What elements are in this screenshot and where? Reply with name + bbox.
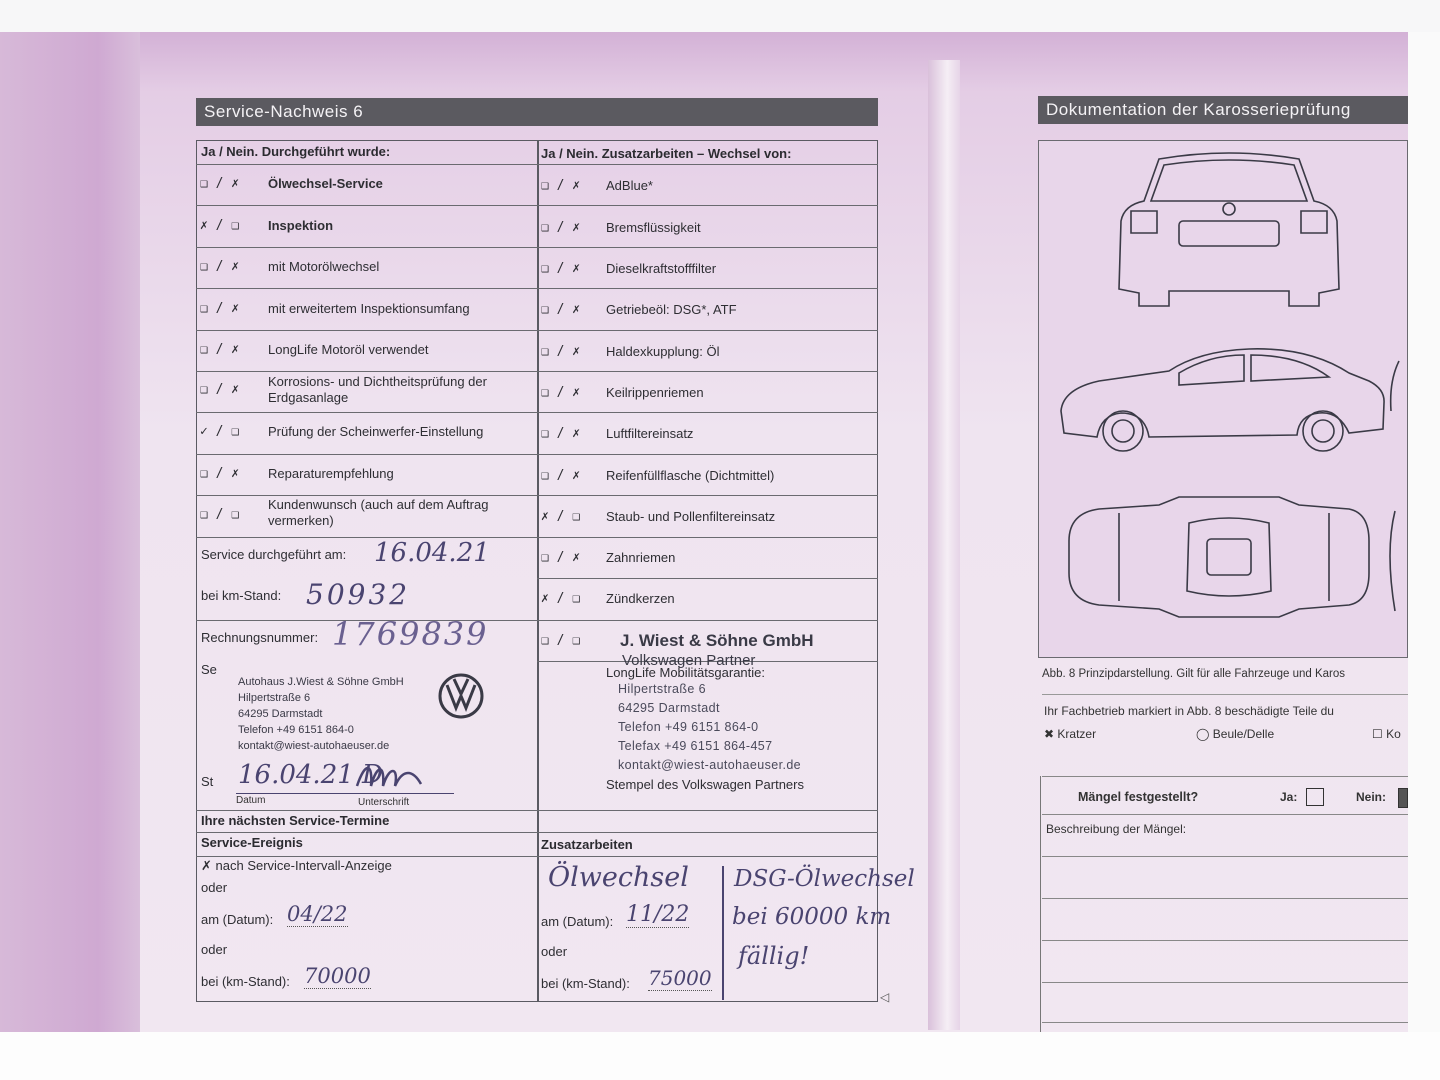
unterschrift-label: Unterschrift [358, 797, 410, 808]
label-motoroel: mit Motorölwechsel [268, 259, 380, 274]
se-label: Se [201, 662, 217, 677]
label-scheinwerfer: Prüfung der Scheinwerfer-Einstellung [268, 424, 484, 439]
extra-date-value: 11/22 [626, 902, 690, 927]
check-getriebeoel[interactable]: ❑ / ✗ [541, 302, 581, 317]
check-empty[interactable]: ❑ / ❑ [541, 633, 581, 648]
maengel-label: Mängel festgestellt? [1078, 790, 1199, 804]
next-date-value: 04/22 [287, 902, 348, 926]
ja-checkbox[interactable] [1306, 788, 1324, 806]
header-done: Ja / Nein. Durchgeführt wurde: [201, 144, 391, 159]
label-keilrippen: Keilrippenriemen [606, 385, 704, 400]
label-erweitert: mit erweitertem Inspektionsumfang [268, 301, 470, 316]
check-kundenwunsch[interactable]: ❑ / ❑ [200, 507, 240, 522]
check-haldex[interactable]: ❑ / ✗ [541, 344, 581, 359]
extra-km-label: bei (km-Stand): [541, 976, 630, 991]
check-scheinwerfer[interactable]: ✓ / ❑ [200, 424, 240, 439]
check-bremsfluessigkeit[interactable]: ❑ / ✗ [541, 220, 581, 235]
label-oelwechsel: Ölwechsel-Service [268, 176, 383, 191]
next-service-label: Ihre nächsten Service-Termine [201, 813, 390, 828]
longlife-label: LongLife Mobilitätsgarantie: [606, 665, 765, 680]
event-label: Service-Ereignis [201, 835, 303, 850]
left-page-title: Service-Nachweis 6 [196, 98, 878, 126]
label-bremsfluessigkeit: Bremsflüssigkeit [606, 220, 701, 235]
scan-margin-bottom [0, 1032, 1440, 1080]
oder-1: oder [201, 880, 228, 895]
check-motoroel[interactable]: ❑ / ✗ [200, 259, 240, 274]
check-inspektion[interactable]: ✗ / ❑ [200, 218, 240, 233]
label-pollenfilter: Staub- und Pollenfiltereinsatz [606, 509, 776, 524]
dsg-note-3: fällig! [738, 942, 810, 970]
beschreibung-label: Beschreibung der Mängel: [1046, 822, 1187, 836]
car-diagram [1038, 140, 1408, 658]
extra-label: Zusatzarbeiten [541, 837, 633, 852]
service-date-value: 16.04.21 [374, 538, 490, 568]
signature-handwritten: 16.04.21 D [238, 760, 383, 790]
service-date-label: Service durchgeführt am: [201, 547, 347, 562]
check-erweitert[interactable]: ❑ / ✗ [200, 301, 240, 316]
label-adblue: AdBlue* [606, 178, 653, 193]
label-korrosion: Korrosions- und Dichtheitsprüfung der Erdgasanlage [268, 374, 487, 405]
next-km-value: 70000 [304, 964, 371, 988]
label-zuendkerzen: Zündkerzen [606, 591, 675, 606]
extra-km-value: 75000 [648, 966, 712, 990]
scan-shadow-left [0, 32, 140, 1032]
car-outline-icon [1039, 141, 1407, 657]
extra-handwritten: Ölwechsel [548, 862, 689, 893]
check-luftfilter[interactable]: ❑ / ✗ [541, 426, 581, 441]
km-value: 50932 [306, 578, 411, 611]
stamp-left: Autohaus J.Wiest & Söhne GmbH Hilpertstraße 6 64295 Darmstadt Telefon +49 6151 864-0 kontakt@wiest-autohaeuser.de [238, 676, 404, 752]
dsg-note-1: DSG-Ölwechsel [734, 866, 915, 892]
label-reifenfuell: Reifenfüllflasche (Dichtmittel) [606, 468, 775, 483]
company-name: J. Wiest & Söhne GmbH [620, 631, 814, 650]
label-kundenwunsch: Kundenwunsch (auch auf dem Auftrag vermerken) [268, 497, 489, 528]
invoice-label: Rechnungsnummer: [201, 630, 319, 645]
check-reparatur[interactable]: ❑ / ✗ [200, 466, 240, 481]
check-reifenfuell[interactable]: ❑ / ✗ [541, 468, 581, 483]
label-getriebeoel: Getriebeöl: DSG*, ATF [606, 302, 737, 317]
diagram-caption: Abb. 8 Prinzipdarstellung. Gilt für alle Fahrzeuge und Karos [1042, 668, 1345, 680]
extra-date-label: am (Datum): [541, 914, 614, 929]
scan-margin-top [0, 0, 1440, 32]
legend-kratzer: ✖ Kratzer [1044, 727, 1097, 741]
label-longlife: LongLife Motoröl verwendet [268, 342, 429, 357]
check-zuendkerzen[interactable]: ✗ / ❑ [541, 591, 581, 606]
check-dieselfilter[interactable]: ❑ / ✗ [541, 261, 581, 276]
interval-check[interactable]: ✗ nach Service-Intervall-Anzeige [201, 858, 392, 873]
stempel-label: Stempel des Volkswagen Partners [606, 777, 804, 792]
dsg-note-2: bei 60000 km [732, 904, 892, 930]
label-reparatur: Reparaturempfehlung [268, 466, 394, 481]
ja-label: Ja: [1280, 790, 1298, 804]
instruction-text: Ihr Fachbetrieb markiert in Abb. 8 beschädigte Teile du [1044, 704, 1334, 718]
oder-2: oder [201, 942, 228, 957]
header-extra: Ja / Nein. Zusatzarbeiten – Wechsel von: [541, 146, 792, 161]
label-dieselfilter: Dieselkraftstofffilter [606, 261, 717, 276]
vw-logo-icon [437, 672, 485, 720]
km-label: bei km-Stand: [201, 588, 282, 603]
check-zahnriemen[interactable]: ❑ / ✗ [541, 550, 581, 565]
nein-checkbox[interactable] [1398, 788, 1408, 808]
am-datum-label: am (Datum): [201, 912, 274, 927]
check-adblue[interactable]: ❑ / ✗ [541, 178, 581, 193]
right-page-title: Dokumentation der Karosserieprüfung [1038, 96, 1408, 124]
scan-margin-right [1408, 32, 1440, 1032]
label-zahnriemen: Zahnriemen [606, 550, 676, 565]
booklet-gutter [928, 60, 960, 1030]
check-korrosion[interactable]: ❑ / ✗ [200, 382, 240, 397]
check-oelwechsel[interactable]: ❑ / ✗ [200, 176, 240, 191]
bei-km-label: bei (km-Stand): [201, 974, 290, 989]
company-sub: Volkswagen Partner [622, 652, 756, 669]
check-pollenfilter[interactable]: ✗ / ❑ [541, 509, 581, 524]
nein-label: Nein: [1356, 790, 1386, 804]
page-arrow-icon: ◁ [880, 990, 890, 1004]
legend-ko: ☐ Ko [1372, 727, 1401, 741]
label-inspektion: Inspektion [268, 218, 334, 233]
label-luftfilter: Luftfiltereinsatz [606, 426, 694, 441]
column-divider [537, 140, 539, 1002]
stamp-right: Hilpertstraße 6 64295 Darmstadt Telefon +49 6151 864-0 Telefax +49 6151 864-457 kontakt@wiest-autohaeuser.de [618, 682, 802, 772]
signature-scribble-icon [355, 758, 425, 794]
label-haldex: Haldexkupplung: Öl [606, 344, 720, 359]
note-divider [722, 866, 724, 1000]
invoice-value: 1769839 [332, 615, 489, 653]
legend-beule: ◯ Beule/Delle [1196, 727, 1275, 741]
check-longlife[interactable]: ❑ / ✗ [200, 342, 240, 357]
extra-oder: oder [541, 944, 568, 959]
check-keilrippen[interactable]: ❑ / ✗ [541, 385, 581, 400]
datum-label: Datum [236, 795, 266, 806]
st-label: St [201, 774, 214, 789]
